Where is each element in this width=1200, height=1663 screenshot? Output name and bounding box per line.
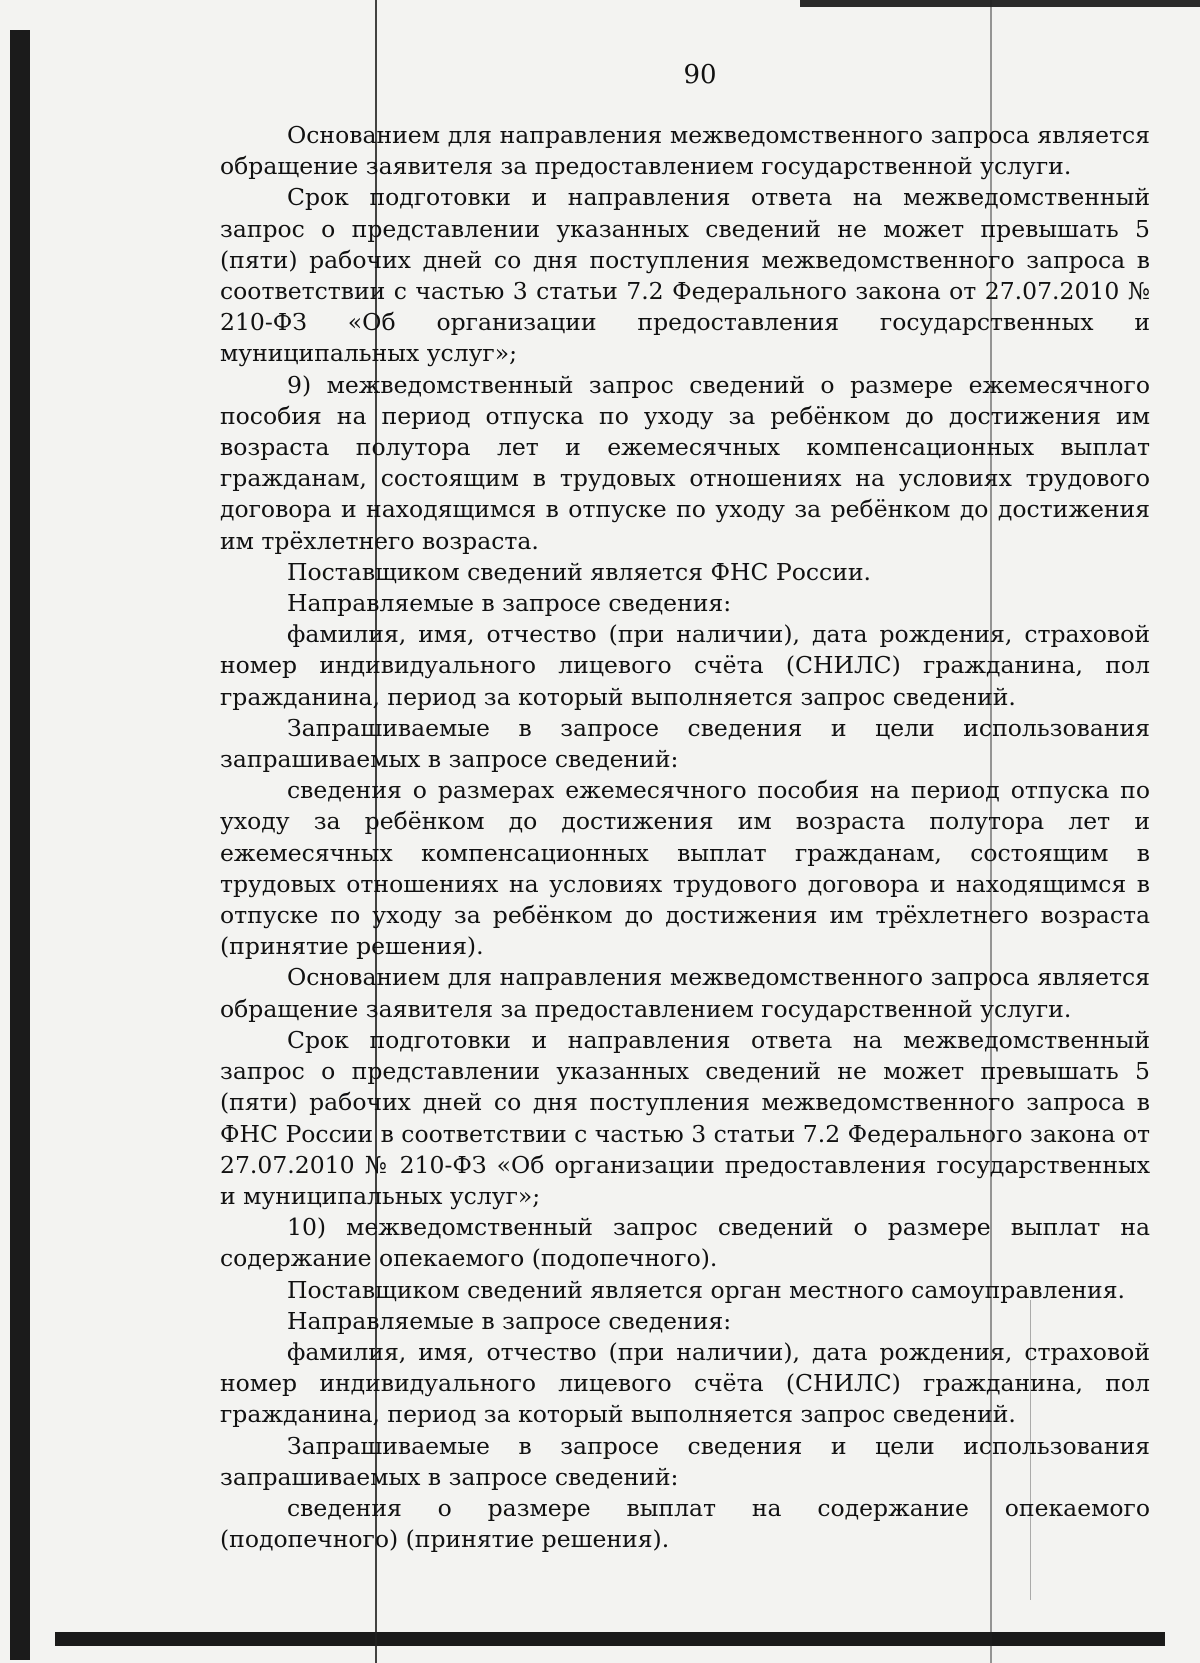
paragraph: сведения о размерах ежемесячного пособия на период отпуска по уходу за ребёнком до достижения им возраста полутора лет и ежемесячных компенсационных выплат гражданам, состоящим в трудовых отношениях на условиях трудового договора и находящимся в отпуске по уходу за ребёнком до достижения им трёхлетнего возраста (принятие решения). xyxy=(220,776,1150,961)
scan-border-left xyxy=(10,30,30,1660)
document-page xyxy=(220,60,1150,1555)
scan-border-bottom xyxy=(55,1632,1165,1646)
paragraph: Направляемые в запросе сведения: xyxy=(287,589,732,618)
paragraph: Поставщиком сведений является ФНС России. xyxy=(287,557,871,586)
paragraph: Запрашиваемые в запросе сведения и цели использования запрашиваемых в запросе сведений: xyxy=(220,713,1150,774)
paragraph: 10) межведомственный запрос сведений о размере выплат на содержание опекаемого (подопечного). xyxy=(220,1213,1150,1273)
paragraph: Запрашиваемые в запросе сведения и цели использования запрашиваемых в запросе сведений: xyxy=(220,1431,1150,1491)
paragraph: Срок подготовки и направления ответа на межведомственный запрос о представлении указанных сведений не может превышать 5 (пяти) рабочих дней со дня поступления межведомственного запроса в соответствии с частью 3 статьи 7.2 Федерального закона от 27.07.2010 № 210-ФЗ «Об организации предоставления государственных и муниципальных услуг»; xyxy=(220,183,1150,368)
paragraph: Направляемые в запросе сведения: xyxy=(287,1306,732,1335)
paragraph: Основанием для направления межведомственного запроса является обращение заявителя за предоставлением государственной услуги. xyxy=(220,121,1150,181)
paragraph: Срок подготовки и направления ответа на межведомственный запрос о представлении указанных сведений не может превышать 5 (пяти) рабочих дней со дня поступления межведомственного запроса в ФНС России в соответствии с частью 3 статьи 7.2 Федерального закона от 27.07.2010 № 210-ФЗ «Об организации предоставления государственных и муниципальных услуг»; xyxy=(220,1025,1150,1210)
page-number: 90 xyxy=(683,60,717,90)
paragraph: сведения о размере выплат на содержание опекаемого (подопечного) (принятие решения). xyxy=(220,1493,1150,1554)
paragraph: фамилия, имя, отчество (при наличии), дата рождения, страховой номер индивидуального лицевого счёта (СНИЛС) гражданина, пол гражданина, период за который выполняется запрос сведений. xyxy=(220,620,1150,711)
paragraph: Поставщиком сведений является орган местного самоуправления. xyxy=(287,1275,1126,1304)
paragraph: фамилия, имя, отчество (при наличии), дата рождения, страховой номер индивидуального лицевого счёта (СНИЛС) гражданина, пол гражданина, период за который выполняется запрос сведений. xyxy=(220,1337,1150,1429)
scan-border-top xyxy=(800,0,1200,7)
paragraph: 9) межведомственный запрос сведений о размере ежемесячного пособия на период отпуска по уходу за ребёнком до достижения им возраста полутора лет и ежемесячных компенсационных выплат гражданам, состоящим в трудовых отношениях на условиях трудового договора и находящимся в отпуске по уходу за ребёнком до достижения им трёхлетнего возраста. xyxy=(220,370,1150,555)
paragraph: Основанием для направления межведомственного запроса является обращение заявителя за предоставлением государственной услуги. xyxy=(220,963,1150,1023)
